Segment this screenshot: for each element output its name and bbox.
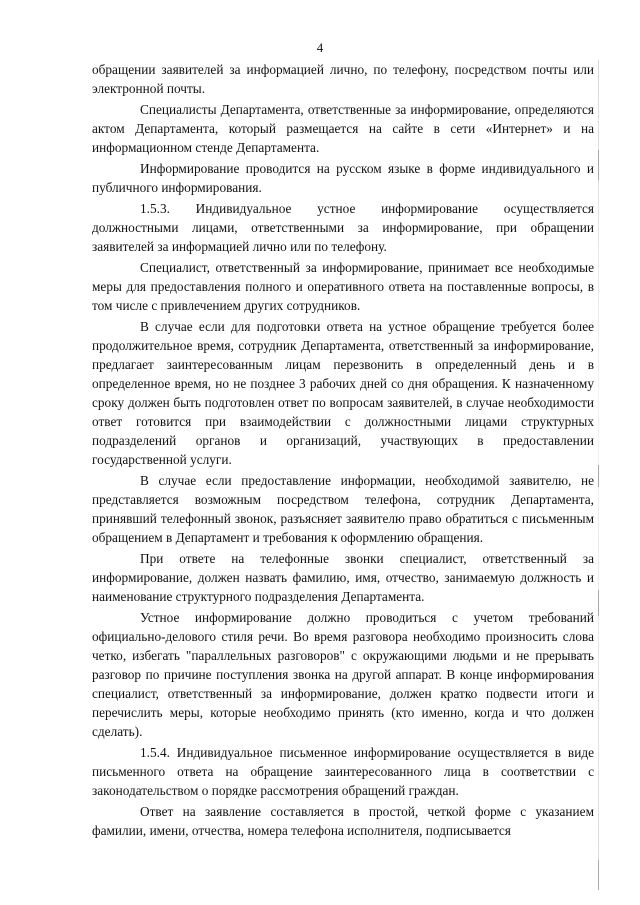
paragraph: Информирование проводится на русском языке в форме индивидуального и публичного информирования. (92, 161, 594, 195)
paragraph: При ответе на телефонные звонки специалист, ответственный за информирование, должен назвать фамилию, имя, отчество, занимаемую должность и наименование структурного подразделения Департамента. (92, 551, 594, 604)
scan-edge-mark (598, 590, 599, 616)
page-number: 4 (316, 40, 324, 55)
paragraph: Устное информирование должно проводиться с учетом требований официально-делового стиля речи. Во время разговора необходимо произносить слова четко, избегать "параллельных разговоров" с окружающими людьми и не прерывать разговор по причине поступления звонка на другой аппарат. В конце информирования специалист, ответственный за информирование, должен кратко подвести итоги и перечислить меры, которые необходимо принять (кто именно, когда и что должен сделать). (92, 610, 594, 739)
paragraph: Специалист, ответственный за информирование, принимает все необходимые меры для предоставления полного и оперативного ответа на поставленные вопросы, в том числе с привлечением других сотрудников. (92, 260, 594, 313)
document-body (92, 60, 594, 840)
paragraph: В случае если предоставление информации, необходимой заявителю, не представляется возможным посредством телефона, сотрудник Департамента, принявший телефонный звонок, разъясняет заявителю право обратиться с письменным обращением в Департамент и требования к оформлению обращения. (92, 473, 594, 545)
scan-edge-mark (598, 150, 599, 180)
paragraph: 1.5.3. Индивидуальное устное информирование осуществляется должностными лицами, ответственными за информирование, при обращении заявителей за информацией лично или по телефону. (92, 201, 594, 254)
scan-edge-mark (598, 860, 599, 890)
paragraph: Специалисты Департамента, ответственные за информирование, определяются актом Департамента, который размещается на сайте в сети «Интернет» и на информационном стенде Департамента. (92, 102, 594, 155)
paragraph: В случае если для подготовки ответа на устное обращение требуется более продолжительное время, сотрудник Департамента, ответственный за информирование, предлагает заинтересованным лицам перезвонить в определенный день и в определенное время, но не позднее 3 рабочих дней со дня обращения. К назначенному сроку должен быть подготовлен ответ по вопросам заявителей, в случае необходимости ответ готовится при взаимодействии с должностными лицами структурных подразделений органов и организаций, участвующих в предоставлении государственной услуги. (92, 319, 594, 467)
scan-edge-mark (598, 465, 599, 487)
paragraph: обращении заявителей за информацией лично, по телефону, посредством почты или электронной почты. (92, 62, 594, 96)
paragraph: Ответ на заявление составляется в простой, четкой форме с указанием фамилии, имени, отчества, номера телефона исполнителя, подписывается (92, 804, 594, 838)
paragraph: 1.5.4. Индивидуальное письменное информирование осуществляется в виде письменного ответа на обращение заинтересованного лица в соответствии с законодательством о порядке рассмотрения обращений граждан. (92, 745, 594, 798)
